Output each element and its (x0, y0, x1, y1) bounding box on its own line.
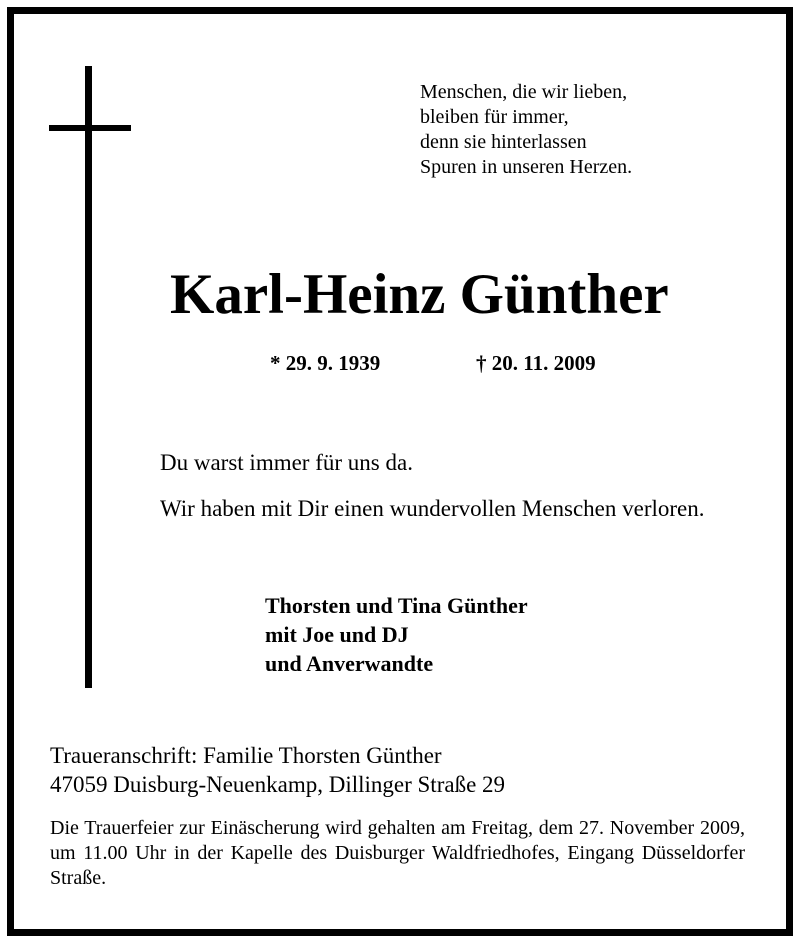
address-line-2: 47059 Duisburg-Neuenkamp, Dillinger Straße 29 (50, 772, 506, 797)
death-date: † 20. 11. 2009 (476, 351, 596, 375)
poem (420, 80, 632, 180)
poem-line: Menschen, die wir lieben, (420, 81, 628, 103)
mourning-address (50, 741, 505, 799)
cross-icon (85, 66, 92, 688)
birth-date: * 29. 9. 1939 (270, 351, 381, 375)
message-line-1: Du warst immer für uns da. (160, 450, 413, 475)
signer-line: mit Joe und DJ (265, 622, 409, 647)
poem-line: Spuren in unseren Herzen. (420, 156, 633, 178)
poem-line: bleiben für immer, (420, 106, 569, 128)
poem-line: denn sie hinterlassen (420, 131, 587, 153)
ceremony-notice: Die Trauerfeier zur Einäscherung wird gehalten am Freitag, dem 27. November 2009, um 11.00 Uhr in der Kapelle des Duisburger Waldfriedhofes, Eingang Düsseldorfer Straße. (50, 817, 745, 889)
message-line-2: Wir haben mit Dir einen wundervollen Menschen verloren. (160, 496, 705, 521)
signers (265, 591, 528, 678)
cross-icon-bar (49, 125, 131, 131)
deceased-name: Karl-Heinz Günther (170, 263, 669, 326)
signer-line: Thorsten und Tina Günther (265, 593, 528, 618)
address-line-1: Traueranschrift: Familie Thorsten Günther (50, 743, 442, 768)
signer-line: und Anverwandte (265, 651, 434, 676)
